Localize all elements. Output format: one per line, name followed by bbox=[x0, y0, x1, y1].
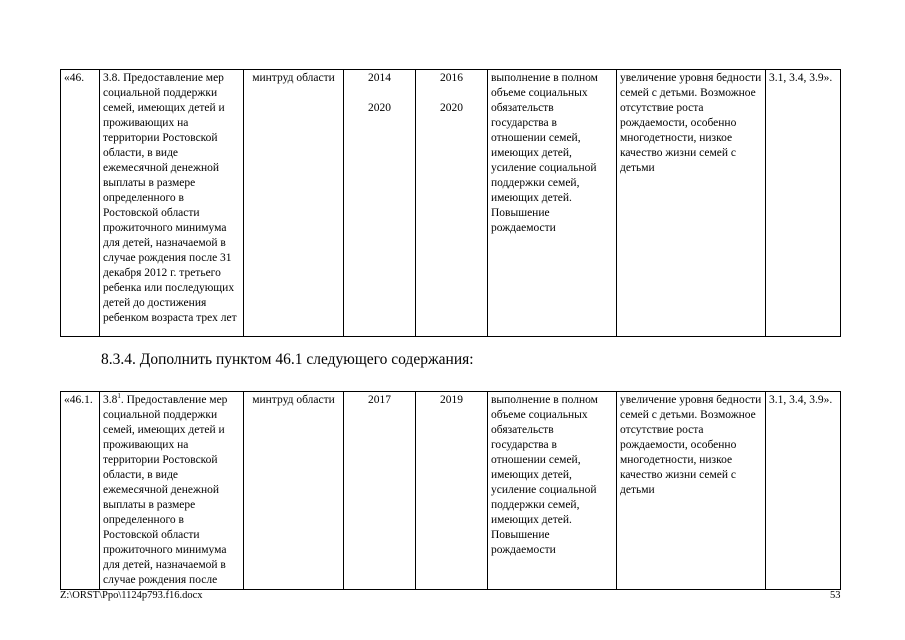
measure-text: . Предоставление мер социальной поддержки семей, имеющих детей и проживающих на территории Ростовской области, в виде ежемесячной денежной выплаты в размере определенного в Ростовской области прожиточного минимума для детей, назначаемой в случае рождения после bbox=[103, 394, 228, 586]
expected-result: выполнение в полном объеме социальных обязательств государства в отношении семей, имеющих детей, усиление социальной поддержки семей, имеющих детей. Повышение рождаемости bbox=[488, 392, 617, 590]
table-row bbox=[61, 70, 841, 337]
row-number: «46. bbox=[61, 70, 100, 337]
measure-code: 3.8 bbox=[103, 394, 118, 406]
end-year bbox=[416, 70, 488, 337]
measure-code-superscript: 1 bbox=[117, 392, 121, 401]
measures-table-2 bbox=[60, 391, 841, 590]
related-indicators: 3.1, 3.4, 3.9». bbox=[766, 70, 841, 337]
end-year-value: 2016 bbox=[440, 72, 463, 84]
table-row bbox=[61, 392, 841, 590]
executor: минтруд области bbox=[244, 70, 344, 337]
start-year-value: 2020 bbox=[368, 102, 391, 114]
end-year-value: 2020 bbox=[440, 102, 463, 114]
expected-result: выполнение в полном объеме социальных обязательств государства в отношении семей, имеющих детей, усиление социальной поддержки семей, имеющих детей. Повышение рождаемости bbox=[488, 70, 617, 337]
footer-file-path: Z:\ORST\Ppo\1124p793.f16.docx bbox=[60, 590, 203, 601]
measures-table-1 bbox=[60, 69, 841, 337]
consequences: увеличение уровня бедности семей с детьми. Возможное отсутствие роста рождаемости, особенно многодетности, низкое качество жизни семей с детьми bbox=[617, 392, 766, 590]
start-year-value: 2014 bbox=[368, 72, 391, 84]
measure-name bbox=[100, 392, 244, 590]
consequences: увеличение уровня бедности семей с детьми. Возможное отсутствие роста рождаемости, особенно многодетности, низкое качество жизни семей с детьми bbox=[617, 70, 766, 337]
start-year: 2017 bbox=[344, 392, 416, 590]
measure-name: 3.8. Предоставление мер социальной поддержки семей, имеющих детей и проживающих на территории Ростовской области, в виде ежемесячной денежной выплаты в размере определенного в Ростовской области прожиточного минимума для детей, назначаемой в случае рождения после 31 декабря 2012 г. третьего ребенка или последующих детей до достижения ребенком возраста трех лет bbox=[100, 70, 244, 337]
start-year bbox=[344, 70, 416, 337]
page-number: 53 bbox=[830, 590, 841, 601]
section-heading: 8.3.4. Дополнить пунктом 46.1 следующего содержания: bbox=[101, 351, 474, 368]
row-number: «46.1. bbox=[61, 392, 100, 590]
related-indicators: 3.1, 3.4, 3.9». bbox=[766, 392, 841, 590]
executor: минтруд области bbox=[244, 392, 344, 590]
end-year: 2019 bbox=[416, 392, 488, 590]
